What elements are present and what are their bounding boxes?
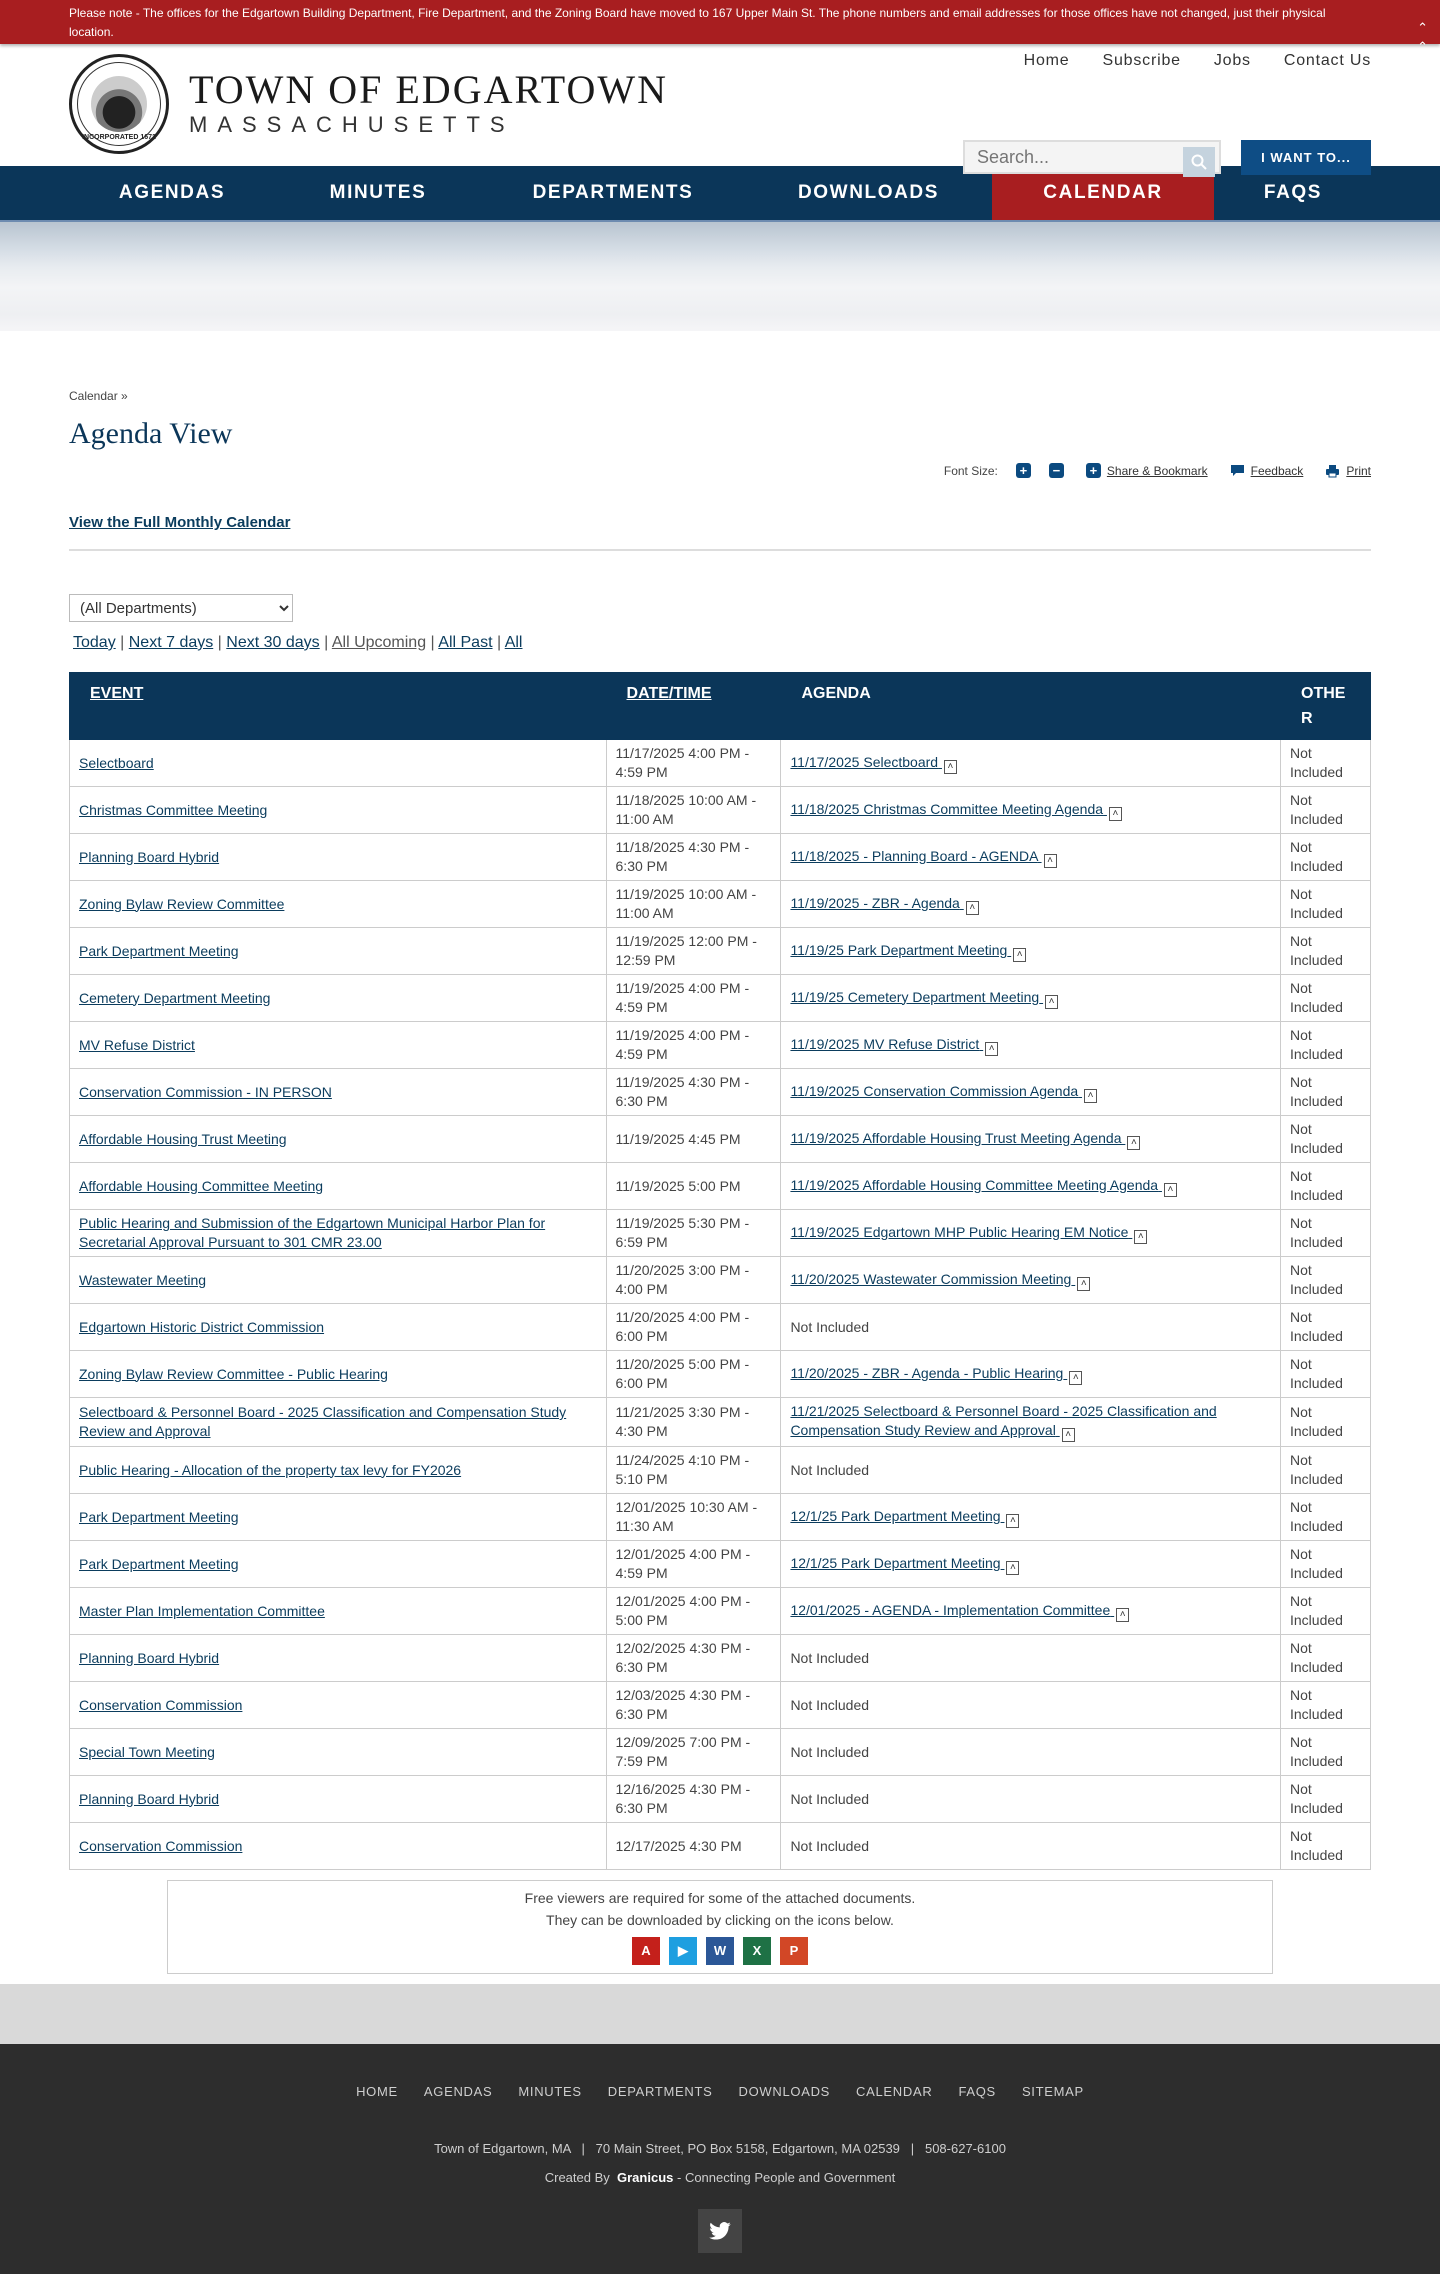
other-cell: Not Included — [1281, 740, 1371, 787]
agenda-link[interactable]: 11/19/2025 Conservation Commission Agenda — [790, 1082, 1079, 1099]
table-row — [70, 1022, 1371, 1069]
event-cell — [70, 1210, 607, 1257]
agenda-cell: Not Included — [781, 1729, 1281, 1776]
agenda-link[interactable]: 11/20/2025 Wastewater Commission Meeting — [790, 1270, 1072, 1287]
twitter-icon — [709, 2222, 731, 2240]
speech-bubble-icon — [1230, 464, 1245, 478]
excel-viewer-icon[interactable]: X — [743, 1937, 771, 1965]
event-cell — [70, 740, 607, 787]
agenda-link[interactable]: 11/19/25 Cemetery Department Meeting — [790, 988, 1040, 1005]
viewers-text-1: Free viewers are required for some of the attached documents. — [524, 1890, 916, 1906]
datetime-cell: 11/19/2025 5:30 PM - 6:59 PM — [606, 1210, 781, 1257]
table-row — [70, 1257, 1371, 1304]
other-cell: Not Included — [1281, 1304, 1371, 1351]
datetime-cell: 11/19/2025 12:00 PM - 12:59 PM — [606, 928, 781, 975]
other-cell: Not Included — [1281, 1069, 1371, 1116]
pdf-icon[interactable]: ˄ — [1044, 854, 1057, 868]
other-cell: Not Included — [1281, 1823, 1371, 1870]
table-row — [70, 1351, 1371, 1398]
table-row — [70, 1210, 1371, 1257]
event-link[interactable]: Special Town Meeting — [79, 1743, 215, 1760]
datetime-cell: 11/18/2025 10:00 AM - 11:00 AM — [606, 787, 781, 834]
event-cell — [70, 834, 607, 881]
alert-text: Please note - The offices for the Edgartown Building Department, Fire Department, and the Zoning Board have moved to 167 Upper Main St. The phone numbers and email addresses for those offices have not changed, just their physical location. — [69, 6, 1326, 39]
table-row — [70, 1447, 1371, 1494]
pdf-icon[interactable]: ˄ — [1006, 1514, 1019, 1528]
other-cell: Not Included — [1281, 1635, 1371, 1682]
agenda-cell — [781, 1257, 1281, 1304]
pdf-icon[interactable]: ˄ — [1134, 1230, 1147, 1244]
event-link[interactable]: Selectboard & Personnel Board - 2025 Classification and Compensation Study Review and Approval — [79, 1404, 567, 1439]
media-player-icon[interactable]: ▶ — [669, 1937, 697, 1965]
filter-next-7-days[interactable]: Next 7 days — [128, 634, 214, 651]
event-link[interactable]: Affordable Housing Committee Meeting — [79, 1177, 324, 1194]
datetime-cell: 11/18/2025 4:30 PM - 6:30 PM — [606, 834, 781, 881]
pdf-icon[interactable]: ˄ — [1084, 1089, 1097, 1103]
font-size-label: Font Size: — [943, 463, 998, 478]
date-range-filters: Today | Next 7 days | Next 30 days | All Upcoming | All Past | All — [73, 634, 523, 651]
agenda-link[interactable]: 11/19/2025 MV Refuse District — [790, 1035, 980, 1052]
table-row — [70, 1776, 1371, 1823]
event-cell — [70, 1398, 607, 1447]
table-row — [70, 1304, 1371, 1351]
agenda-cell: Not Included — [781, 1776, 1281, 1823]
event-cell — [70, 975, 607, 1022]
datetime-cell: 12/17/2025 4:30 PM — [606, 1823, 781, 1870]
pdf-icon[interactable]: ˄ — [1013, 948, 1026, 962]
other-cell: Not Included — [1281, 1447, 1371, 1494]
event-cell — [70, 1163, 607, 1210]
event-link[interactable]: MV Refuse District — [79, 1036, 195, 1053]
pdf-icon[interactable]: ˄ — [1127, 1136, 1140, 1150]
event-cell — [70, 787, 607, 834]
event-cell — [70, 1351, 607, 1398]
column-header-event[interactable]: EVENT — [70, 673, 607, 740]
event-cell — [70, 881, 607, 928]
twitter-button[interactable] — [698, 2209, 742, 2253]
footer-address: Town of Edgartown, MA | 70 Main Street, PO Box 5158, Edgartown, MA 02539 | 508-627-6100 — [434, 2141, 1006, 2156]
table-row — [70, 975, 1371, 1022]
search-icon — [1191, 154, 1207, 170]
free-viewers-box — [167, 1880, 1273, 1974]
agenda-cell: Not Included — [781, 1304, 1281, 1351]
event-cell — [70, 1022, 607, 1069]
other-cell: Not Included — [1281, 1351, 1371, 1398]
agenda-link[interactable]: 12/1/25 Park Department Meeting — [790, 1507, 1001, 1524]
other-cell: Not Included — [1281, 1729, 1371, 1776]
pdf-icon[interactable]: ˄ — [1164, 1183, 1177, 1197]
link-contact-us[interactable]: Contact Us — [1283, 52, 1371, 69]
font-increase-icon[interactable]: + — [1016, 463, 1031, 478]
nav-agendas[interactable]: AGENDAS — [118, 182, 226, 203]
table-row — [70, 1588, 1371, 1635]
pdf-icon[interactable]: ˄ — [1069, 1371, 1082, 1385]
agenda-cell — [781, 1116, 1281, 1163]
footer-link-sitemap[interactable]: SITEMAP — [1021, 2084, 1084, 2099]
event-cell — [70, 1682, 607, 1729]
footer-link-faqs[interactable]: FAQS — [958, 2084, 996, 2099]
other-cell: Not Included — [1281, 1682, 1371, 1729]
event-cell — [70, 1588, 607, 1635]
footer-spacer — [0, 1984, 1440, 2044]
datetime-cell: 11/20/2025 3:00 PM - 4:00 PM — [606, 1257, 781, 1304]
divider — [69, 549, 1371, 551]
event-link[interactable]: Conservation Commission — [79, 1696, 243, 1713]
event-link[interactable]: Planning Board Hybrid — [79, 1790, 220, 1807]
datetime-cell: 11/19/2025 5:00 PM — [606, 1163, 781, 1210]
filter-all[interactable]: All — [504, 634, 523, 651]
other-cell: Not Included — [1281, 1257, 1371, 1304]
event-link[interactable]: Park Department Meeting — [79, 1508, 239, 1525]
datetime-cell: 11/21/2025 3:30 PM - 4:30 PM — [606, 1398, 781, 1447]
nav-departments[interactable]: DEPARTMENTS — [532, 182, 694, 203]
datetime-cell: 12/09/2025 7:00 PM - 7:59 PM — [606, 1729, 781, 1776]
other-cell: Not Included — [1281, 928, 1371, 975]
i-want-to-button[interactable]: I WANT TO... — [1241, 140, 1371, 175]
event-cell — [70, 1729, 607, 1776]
event-link[interactable]: Public Hearing - Allocation of the property tax levy for FY2026 — [79, 1461, 462, 1478]
table-row — [70, 1729, 1371, 1776]
table-row — [70, 1823, 1371, 1870]
datetime-cell: 11/20/2025 4:00 PM - 6:00 PM — [606, 1304, 781, 1351]
word-viewer-icon[interactable]: W — [706, 1937, 734, 1965]
event-cell — [70, 1257, 607, 1304]
agenda-cell — [781, 1069, 1281, 1116]
footer-link-calendar[interactable]: CALENDAR — [856, 2084, 933, 2099]
other-cell: Not Included — [1281, 975, 1371, 1022]
datetime-cell: 11/19/2025 10:00 AM - 11:00 AM — [606, 881, 781, 928]
agenda-link[interactable]: 11/19/2025 Affordable Housing Trust Meeting Agenda — [790, 1129, 1122, 1146]
nav-faqs[interactable]: FAQS — [1263, 182, 1323, 203]
full-monthly-calendar-link[interactable]: View the Full Monthly Calendar — [69, 514, 291, 531]
datetime-cell: 11/20/2025 5:00 PM - 6:00 PM — [606, 1351, 781, 1398]
datetime-cell: 11/24/2025 4:10 PM - 5:10 PM — [606, 1447, 781, 1494]
other-cell: Not Included — [1281, 1116, 1371, 1163]
feedback-button[interactable]: Feedback — [1230, 464, 1304, 478]
datetime-cell: 12/01/2025 4:00 PM - 5:00 PM — [606, 1588, 781, 1635]
agenda-link[interactable]: 11/19/2025 Edgartown MHP Public Hearing EM Notice — [790, 1223, 1129, 1240]
agenda-link[interactable]: 12/01/2025 - AGENDA - Implementation Committee — [790, 1601, 1111, 1618]
footer-link-departments[interactable]: DEPARTMENTS — [607, 2084, 713, 2099]
site-subtitle: MASSACHUSETTS — [189, 112, 515, 137]
column-header-agenda: AGENDA — [781, 673, 1281, 740]
datetime-cell: 12/02/2025 4:30 PM - 6:30 PM — [606, 1635, 781, 1682]
agenda-cell: Not Included — [781, 1635, 1281, 1682]
search-button[interactable] — [1183, 147, 1215, 177]
event-cell — [70, 928, 607, 975]
datetime-cell: 11/19/2025 4:30 PM - 6:30 PM — [606, 1069, 781, 1116]
agenda-link[interactable]: 11/19/25 Park Department Meeting — [790, 941, 1008, 958]
agenda-link[interactable]: 11/18/2025 - Planning Board - AGENDA — [790, 847, 1038, 864]
agenda-cell: Not Included — [781, 1682, 1281, 1729]
other-cell: Not Included — [1281, 834, 1371, 881]
datetime-cell: 11/19/2025 4:00 PM - 4:59 PM — [606, 1022, 781, 1069]
table-row — [70, 740, 1371, 787]
event-cell — [70, 1069, 607, 1116]
site-header — [0, 44, 1440, 166]
agenda-cell — [781, 928, 1281, 975]
event-cell — [70, 1116, 607, 1163]
event-link[interactable]: Planning Board Hybrid — [79, 1649, 220, 1666]
viewer-icons — [168, 1937, 1272, 1965]
filter-today[interactable]: Today — [73, 634, 116, 651]
share-bookmark-button[interactable]: + Share & Bookmark — [1086, 463, 1208, 478]
filter-all-past[interactable]: All Past — [438, 634, 493, 651]
other-cell: Not Included — [1281, 1022, 1371, 1069]
table-row — [70, 1682, 1371, 1729]
agenda-cell — [781, 1541, 1281, 1588]
link-subscribe[interactable]: Subscribe — [1102, 52, 1181, 69]
event-link[interactable]: Edgartown Historic District Commission — [79, 1318, 325, 1335]
datetime-cell: 11/17/2025 4:00 PM - 4:59 PM — [606, 740, 781, 787]
footer-link-agendas[interactable]: AGENDAS — [423, 2084, 493, 2099]
event-link[interactable]: Park Department Meeting — [79, 1555, 239, 1572]
other-cell: Not Included — [1281, 1398, 1371, 1447]
other-cell: Not Included — [1281, 881, 1371, 928]
event-link[interactable]: Park Department Meeting — [79, 942, 239, 959]
other-cell: Not Included — [1281, 1776, 1371, 1823]
event-link[interactable]: Selectboard — [79, 754, 154, 771]
column-header-other: OTHE R — [1281, 673, 1371, 740]
agenda-cell — [781, 787, 1281, 834]
other-cell: Not Included — [1281, 1541, 1371, 1588]
font-decrease-icon[interactable]: − — [1049, 463, 1064, 478]
datetime-cell: 12/03/2025 4:30 PM - 6:30 PM — [606, 1682, 781, 1729]
footer-nav — [0, 2084, 1440, 2099]
other-cell: Not Included — [1281, 1494, 1371, 1541]
event-link[interactable]: Affordable Housing Trust Meeting — [79, 1130, 287, 1147]
agenda-link[interactable]: 11/21/2025 Selectboard & Personnel Board - 2025 Classification and Compensation Study Review and Approval — [790, 1403, 1217, 1438]
table-row — [70, 1541, 1371, 1588]
utility-links — [1024, 52, 1371, 70]
site-logo[interactable] — [69, 54, 668, 154]
event-link[interactable]: Cemetery Department Meeting — [79, 989, 271, 1006]
table-row — [70, 1635, 1371, 1682]
pdf-icon[interactable]: ˄ — [1109, 807, 1122, 821]
nav-minutes[interactable]: MINUTES — [329, 182, 427, 203]
page-title: Agenda View — [69, 417, 233, 450]
event-link[interactable]: Zoning Bylaw Review Committee - Public Hearing — [79, 1365, 388, 1382]
hero-banner-image — [0, 220, 1440, 331]
share-plus-icon: + — [1086, 463, 1101, 478]
agenda-cell — [781, 1494, 1281, 1541]
pdf-icon[interactable]: ˄ — [1077, 1277, 1090, 1291]
nav-calendar[interactable]: CALENDAR — [992, 166, 1214, 220]
agenda-cell — [781, 1351, 1281, 1398]
event-link[interactable]: Public Hearing and Submission of the Edgartown Municipal Harbor Plan for Secretarial Approval Pursuant to 301 CMR 23.00 — [79, 1215, 546, 1250]
other-cell: Not Included — [1281, 1588, 1371, 1635]
nav-downloads[interactable]: DOWNLOADS — [797, 182, 940, 203]
other-cell: Not Included — [1281, 1163, 1371, 1210]
alert-banner — [0, 0, 1440, 54]
datetime-cell: 12/01/2025 10:30 AM - 11:30 AM — [606, 1494, 781, 1541]
table-row — [70, 1069, 1371, 1116]
event-link[interactable]: Master Plan Implementation Committee — [79, 1602, 325, 1619]
other-cell: Not Included — [1281, 1210, 1371, 1257]
filter-all-upcoming[interactable]: All Upcoming — [331, 634, 427, 651]
footer-link-minutes[interactable]: MINUTES — [518, 2084, 582, 2099]
agenda-link[interactable]: 11/17/2025 Selectboard — [790, 753, 939, 770]
agenda-link[interactable]: 11/20/2025 - ZBR - Agenda - Public Hearing — [790, 1364, 1064, 1381]
event-link[interactable]: Conservation Commission - IN PERSON — [79, 1083, 332, 1100]
event-link[interactable]: Zoning Bylaw Review Committee — [79, 895, 285, 912]
event-link[interactable]: Christmas Committee Meeting — [79, 801, 268, 818]
pdf-icon[interactable]: ˄ — [1006, 1561, 1019, 1575]
table-row — [70, 928, 1371, 975]
main-nav — [0, 166, 1440, 220]
department-filter-select[interactable] — [69, 594, 293, 622]
datetime-cell: 11/19/2025 4:45 PM — [606, 1116, 781, 1163]
datetime-cell: 11/19/2025 4:00 PM - 4:59 PM — [606, 975, 781, 1022]
main-content — [0, 331, 1440, 1974]
agenda-cell — [781, 834, 1281, 881]
event-link[interactable]: Conservation Commission — [79, 1837, 243, 1854]
viewers-text-2: They can be downloaded by clicking on the icons below. — [546, 1912, 894, 1928]
pdf-icon[interactable]: ˄ — [985, 1042, 998, 1056]
powerpoint-viewer-icon[interactable]: P — [780, 1937, 808, 1965]
table-row — [70, 1163, 1371, 1210]
event-cell — [70, 1776, 607, 1823]
agenda-link[interactable]: 11/18/2025 Christmas Committee Meeting Agenda — [790, 800, 1104, 817]
pdf-icon[interactable]: ˄ — [1045, 995, 1058, 1009]
agenda-cell — [781, 1210, 1281, 1257]
pdf-icon[interactable]: ˄ — [966, 901, 979, 915]
agenda-cell — [781, 1398, 1281, 1447]
link-jobs[interactable]: Jobs — [1213, 52, 1251, 69]
agenda-cell: Not Included — [781, 1447, 1281, 1494]
footer-credit: Created By Granicus - Connecting People and Government — [544, 2170, 896, 2185]
event-cell — [70, 1635, 607, 1682]
pdf-icon[interactable]: ˄ — [1062, 1428, 1075, 1442]
agenda-link[interactable]: 11/19/2025 Affordable Housing Committee Meeting Agenda — [790, 1176, 1159, 1193]
adobe-reader-icon[interactable]: A — [632, 1937, 660, 1965]
site-footer — [0, 2044, 1440, 2274]
search-box — [963, 140, 1221, 174]
datetime-cell: 12/01/2025 4:00 PM - 4:59 PM — [606, 1541, 781, 1588]
pdf-icon[interactable]: ˄ — [944, 760, 957, 774]
table-row — [70, 1398, 1371, 1447]
event-cell — [70, 1823, 607, 1870]
filter-next-30-days[interactable]: Next 30 days — [226, 634, 320, 651]
agenda-cell — [781, 1588, 1281, 1635]
collapse-alert-icon[interactable]: ⌃ ⌃ — [1417, 20, 1428, 54]
other-cell: Not Included — [1281, 787, 1371, 834]
datetime-cell: 12/16/2025 4:30 PM - 6:30 PM — [606, 1776, 781, 1823]
footer-link-home[interactable]: HOME — [356, 2084, 398, 2099]
agenda-cell — [781, 740, 1281, 787]
event-link[interactable]: Planning Board Hybrid — [79, 848, 220, 865]
column-header-datetime[interactable]: DATE/TIME — [606, 673, 781, 740]
event-cell — [70, 1494, 607, 1541]
breadcrumb[interactable]: Calendar » — [69, 389, 128, 403]
agenda-table — [69, 672, 1371, 1870]
page-tools — [69, 463, 1371, 478]
agenda-link[interactable]: 11/19/2025 - ZBR - Agenda — [790, 894, 960, 911]
event-link[interactable]: Wastewater Meeting — [79, 1271, 207, 1288]
table-body — [70, 740, 1371, 1870]
agenda-cell — [781, 881, 1281, 928]
print-button[interactable]: Print — [1325, 464, 1371, 478]
table-row — [70, 787, 1371, 834]
pdf-icon[interactable]: ˄ — [1116, 1608, 1129, 1622]
table-row — [70, 1116, 1371, 1163]
town-seal-icon: INCORPORATED 1671 — [69, 54, 169, 154]
agenda-cell — [781, 1163, 1281, 1210]
printer-icon — [1325, 464, 1340, 478]
agenda-cell — [781, 1022, 1281, 1069]
site-title: TOWN OF EDGARTOWN — [189, 67, 668, 112]
table-row — [70, 1494, 1371, 1541]
granicus-link[interactable]: Granicus — [617, 2170, 674, 2185]
agenda-cell: Not Included — [781, 1823, 1281, 1870]
event-cell — [70, 1304, 607, 1351]
event-cell — [70, 1447, 607, 1494]
agenda-cell — [781, 975, 1281, 1022]
table-row — [70, 881, 1371, 928]
link-home[interactable]: Home — [1023, 52, 1070, 69]
footer-link-downloads[interactable]: DOWNLOADS — [738, 2084, 831, 2099]
table-row — [70, 834, 1371, 881]
agenda-link[interactable]: 12/1/25 Park Department Meeting — [790, 1554, 1001, 1571]
event-cell — [70, 1541, 607, 1588]
search-input[interactable] — [965, 147, 1175, 168]
